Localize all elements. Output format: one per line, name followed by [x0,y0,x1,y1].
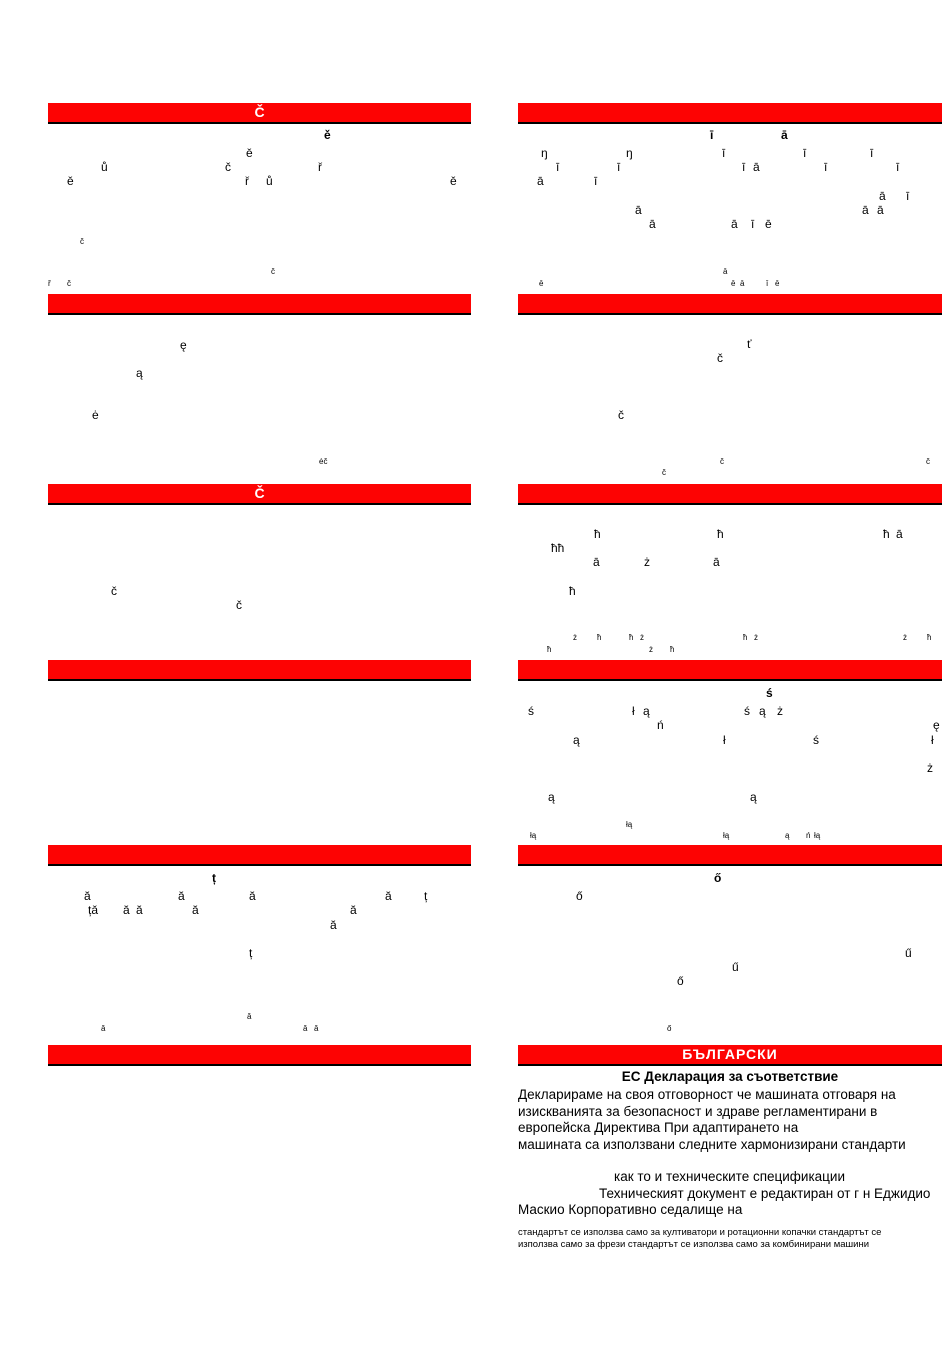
declaration-line: европейска Директива При адаптирането на [518,1120,799,1135]
doc-glyph: ā [740,279,745,288]
doc-glyph: ż [777,704,783,718]
doc-glyph: ż [573,633,577,642]
doc-glyph: ł [723,733,726,747]
doc-glyph: č [80,237,84,246]
doc-glyph: ę [180,338,187,352]
doc-glyph: č [926,457,930,466]
doc-glyph: ī [870,146,874,160]
doc-glyph: ů [101,160,108,174]
doc-glyph: ą [548,790,555,804]
doc-glyph: ħħ [551,541,565,555]
doc-glyph: ł [931,733,934,747]
declaration-line: машината са използвани следните хармонизирани стандарти [518,1136,906,1152]
doc-glyph: ś [813,733,819,747]
doc-glyph: ă [330,918,337,932]
doc-glyph: ą [785,831,790,840]
footnote-line: стандартът се използва само за култиватори и ротационни копачки стандартът се [518,1227,882,1238]
doc-glyph: ř [48,279,51,288]
doc-glyph: ż [903,633,907,642]
doc-glyph: ę [933,718,940,732]
declaration-line: Декларираме на своя отговорност че машината отговаря на [518,1087,896,1102]
doc-glyph: ħ [594,527,601,541]
section-header-left-2 [48,294,471,315]
doc-glyph: ī [906,189,910,203]
section-header-label: Č [254,104,265,120]
section-header-left-1 [48,103,471,124]
doc-glyph: ħ [670,645,675,654]
footnote-line: използва само за фрези стандартът се използва само за комбинирани машини [518,1239,869,1250]
doc-glyph: č [618,408,624,422]
doc-glyph: ā [537,174,544,188]
declaration-line: Техническият документ е редактиран от г н Еджидио [599,1186,931,1201]
doc-glyph: ħ [547,645,552,654]
doc-glyph: ī [824,160,828,174]
doc-glyph: ą [136,366,143,380]
doc-glyph: č [720,457,724,466]
doc-glyph: ā [781,128,788,142]
doc-glyph: ā [723,267,728,276]
doc-glyph: ē [731,279,736,288]
declaration-line: Маскио Корпоративно седалище на [518,1202,743,1217]
doc-glyph: ā [877,203,884,217]
doc-glyph: ā [731,217,738,231]
section-header-right-3 [518,484,942,505]
doc-glyph: ī [896,160,900,174]
doc-glyph: ē [765,217,772,231]
doc-glyph: ā [713,555,720,569]
doc-glyph: č [662,468,666,477]
doc-glyph: ż [927,761,933,775]
doc-glyph: ś [766,686,773,700]
section-header-label: БЪЛГАРСКИ [682,1046,778,1062]
doc-glyph: ħ [883,527,890,541]
doc-glyph: ħ [717,527,724,541]
doc-glyph: ă [178,889,185,903]
doc-glyph: ń [806,831,811,840]
doc-glyph: ā [635,203,642,217]
section-header-right-1 [518,103,942,124]
section-header-right-5 [518,845,942,866]
doc-glyph: ħ [629,633,634,642]
doc-glyph: ā [862,203,869,217]
doc-glyph: ă [123,903,130,917]
doc-glyph: ǎ [247,1012,252,1021]
doc-glyph: ů [266,174,273,188]
section-header-left-6 [48,1045,471,1066]
doc-glyph: ő [667,1024,672,1033]
doc-glyph: č [111,584,117,598]
doc-glyph: ż [640,633,644,642]
doc-glyph: ě [246,146,253,160]
doc-glyph: ā [753,160,760,174]
doc-glyph: ą [643,704,650,718]
doc-glyph: łą [814,831,821,840]
doc-glyph: ī [617,160,621,174]
section-header-left-5 [48,845,471,866]
doc-glyph: ī [742,160,746,174]
doc-glyph: ț [424,889,428,903]
doc-glyph: ŋ [626,146,633,160]
doc-glyph: ř [245,174,249,188]
doc-glyph: ǎ [303,1024,308,1033]
doc-glyph: ě [450,174,457,188]
doc-glyph: łą [723,831,730,840]
doc-glyph: ą [573,733,580,747]
doc-glyph: ț [212,871,216,885]
doc-glyph: ī [710,128,714,142]
section-header-left-3 [48,484,471,505]
doc-glyph: ė [92,408,99,422]
declaration-title: ЕС Декларация за съответствие [621,1069,839,1084]
doc-glyph: țǎ [88,903,99,917]
doc-glyph: ī [556,160,560,174]
doc-glyph: ń [657,718,664,732]
doc-glyph: ż [754,633,758,642]
doc-glyph: ě [324,128,331,142]
doc-glyph: ā [649,217,656,231]
section-header-bulgarian [518,1045,942,1066]
doc-glyph: ś [528,704,534,718]
section-header-left-4 [48,660,471,681]
doc-glyph: č [236,598,242,612]
declaration-line: изискванията за безопасност и здраве регламентирани в [518,1103,878,1119]
doc-glyph: ă [385,889,392,903]
doc-glyph: ī [594,174,598,188]
doc-glyph: ț [249,946,253,960]
doc-glyph: ő [576,889,583,903]
doc-glyph: ő [677,974,684,988]
doc-glyph: ī [722,146,726,160]
doc-glyph: ű [905,946,912,960]
doc-glyph: ħ [927,633,932,642]
doc-glyph: č [717,351,723,365]
doc-glyph: č [225,160,231,174]
doc-glyph: ī [803,146,807,160]
doc-glyph: ě [67,174,74,188]
doc-glyph: ő [714,871,722,885]
doc-glyph: ħ [743,633,748,642]
doc-glyph: ǎ [314,1024,319,1033]
doc-glyph: ħ [597,633,602,642]
doc-glyph: ī [751,217,755,231]
doc-glyph: ē [539,279,544,288]
doc-glyph: ă [249,889,256,903]
doc-glyph: ā [896,527,903,541]
doc-glyph: č [67,279,71,288]
doc-glyph: ėč [319,457,328,466]
doc-glyph: ă [136,903,143,917]
doc-glyph: łą [530,831,537,840]
doc-glyph: ż [644,555,650,569]
doc-glyph: ŋ [541,146,548,160]
doc-glyph: ħ [569,584,576,598]
doc-glyph: ł [632,704,635,718]
doc-glyph: ż [649,645,653,654]
doc-glyph: ś [744,704,750,718]
doc-glyph: łą [626,820,633,829]
doc-glyph: ā [593,555,600,569]
doc-glyph: ř [318,160,322,174]
doc-glyph: ă [192,903,199,917]
section-header-right-4 [518,660,942,681]
doc-glyph: ť [747,337,752,351]
doc-glyph: ű [732,960,739,974]
doc-glyph: ą [759,704,766,718]
doc-glyph: ă [84,889,91,903]
doc-glyph: ā [879,189,886,203]
section-header-right-2 [518,294,942,315]
declaration-line: как то и техническите спецификации [614,1169,845,1184]
doc-glyph: ī [766,279,769,288]
doc-glyph: ă [350,903,357,917]
doc-glyph: č [271,267,275,276]
doc-glyph: ē [775,279,780,288]
section-header-label: Č [254,485,265,501]
doc-glyph: ǎ [101,1024,106,1033]
doc-glyph: ą [750,790,757,804]
